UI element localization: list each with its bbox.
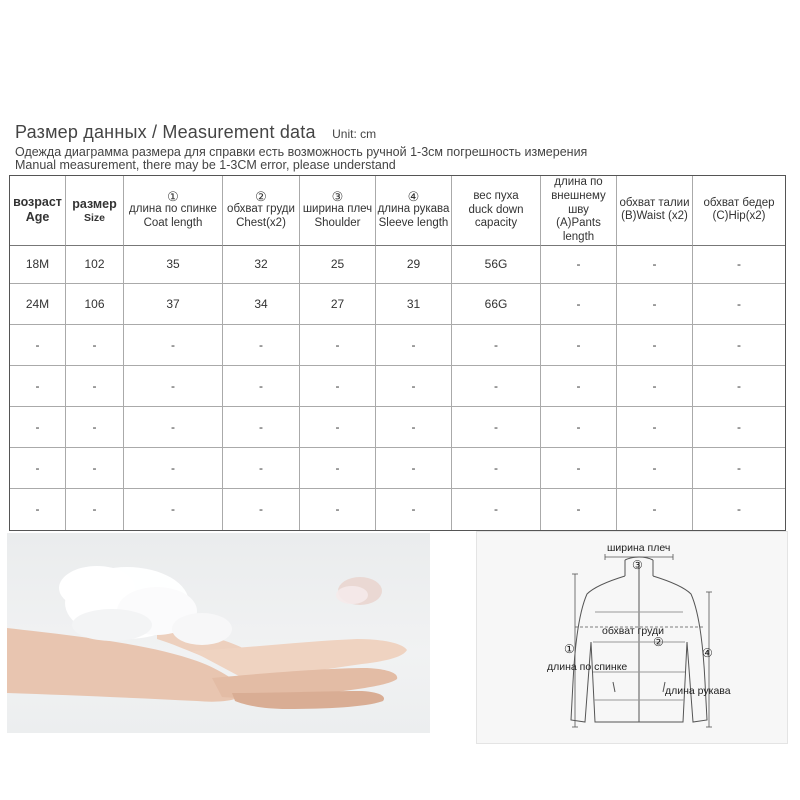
table-cell: -: [541, 325, 617, 366]
header-shoulder: ③ ширина плеч Shoulder: [300, 176, 376, 246]
header-size: размер Size: [66, 176, 124, 246]
table-cell: -: [66, 489, 124, 530]
header-waist: обхват талии (B)Waist (x2): [617, 176, 693, 246]
table-cell: -: [617, 407, 693, 448]
table-cell: -: [541, 366, 617, 407]
table-cell: -: [223, 489, 300, 530]
table-cell: -: [617, 448, 693, 489]
table-cell: -: [124, 366, 223, 407]
table-row: [10, 246, 785, 284]
table-cell: -: [300, 489, 376, 530]
table-cell: -: [66, 448, 124, 489]
table-cell: -: [10, 489, 66, 530]
table-cell: -: [66, 325, 124, 366]
shoulder-label: ширина плеч: [607, 542, 671, 554]
table-cell: -: [376, 407, 452, 448]
table-cell: -: [124, 325, 223, 366]
chart-title-row: [15, 122, 376, 143]
table-cell: -: [737, 502, 741, 517]
chest-number: ②: [653, 635, 664, 649]
table-row: [10, 448, 785, 489]
header-sleeve-length: ④ длина рукава Sleeve length: [376, 176, 452, 246]
table-cell: 56G: [452, 246, 541, 284]
table-cell: -: [693, 246, 785, 284]
header-down-capacity: вес пуха duck down capacity: [452, 176, 541, 246]
table-cell: -: [452, 489, 541, 530]
down-feathers-hands-photo: [7, 533, 430, 733]
table-cell: -: [617, 325, 693, 366]
length-number: ①: [564, 642, 575, 656]
table-cell: -: [124, 407, 223, 448]
table-cell: -: [541, 448, 617, 489]
table-cell: -: [223, 325, 300, 366]
note-english: Manual measurement, there may be 1-3CM error, please understand: [15, 158, 396, 172]
table-cell: 32: [223, 246, 300, 284]
table-cell: -: [300, 448, 376, 489]
table-cell: 102: [66, 246, 124, 284]
note-russian: Одежда диаграмма размера для справки есть возможность ручной 1-3см погрешность измерения: [15, 145, 588, 159]
header-pants-length: длина по внешнему шву (A)Pants length: [541, 176, 617, 246]
table-cell: -: [300, 366, 376, 407]
table-cell: -: [300, 407, 376, 448]
table-cell: 34: [223, 284, 300, 325]
table-cell: 25: [300, 246, 376, 284]
table-cell: -: [66, 407, 124, 448]
table-row: [10, 366, 785, 407]
header-hip: обхват бедер (C)Hip(x2): [693, 176, 785, 246]
page-title: Размер данных / Measurement data: [15, 122, 316, 142]
table-cell: -: [452, 325, 541, 366]
unit-label: Unit: cm: [332, 127, 377, 141]
table-cell: -: [124, 448, 223, 489]
table-cell: -: [617, 284, 693, 325]
table-cell: -: [10, 448, 66, 489]
table-cell: -: [376, 325, 452, 366]
table-cell: -: [693, 325, 785, 366]
chest-label: обхват груди: [602, 625, 664, 637]
table-cell: -: [693, 448, 785, 489]
table-cell: 24M: [10, 284, 66, 325]
table-cell: -: [376, 489, 452, 530]
table-cell: 31: [376, 284, 452, 325]
table-cell: -: [452, 407, 541, 448]
table-cell: -: [541, 246, 617, 284]
header-age: возраст Age: [10, 176, 66, 246]
shoulder-number: ③: [632, 558, 643, 572]
table-cell: -: [541, 284, 617, 325]
table-cell: -: [541, 489, 617, 530]
table-cell: -: [10, 407, 66, 448]
table-cell: -: [66, 366, 124, 407]
table-cell: 35: [124, 246, 223, 284]
table-cell: -: [10, 325, 66, 366]
header-coat-length: ① длина по спинке Coat length: [124, 176, 223, 246]
table-cell: -: [617, 246, 693, 284]
sleeve-number: ④: [702, 646, 713, 660]
table-cell: -: [617, 489, 693, 530]
table-cell: -: [300, 325, 376, 366]
header-chest: ② обхват груди Chest(x2): [223, 176, 300, 246]
table-row: [10, 325, 785, 366]
table-cell: 66G: [452, 284, 541, 325]
table-cell: -: [693, 407, 785, 448]
table-row: [10, 284, 785, 325]
table-cell: -: [223, 366, 300, 407]
table-cell: -: [693, 366, 785, 407]
table-cell: -: [617, 366, 693, 407]
table-cell: 18M: [10, 246, 66, 284]
table-cell: -: [452, 448, 541, 489]
table-cell: -: [452, 366, 541, 407]
table-cell: -: [376, 448, 452, 489]
size-table: [9, 175, 786, 531]
table-cell: 37: [124, 284, 223, 325]
table-cell: -: [223, 448, 300, 489]
table-cell: -: [124, 489, 223, 530]
length-label: длина по спинке: [547, 661, 628, 673]
table-row: [10, 407, 785, 448]
table-cell: 27: [300, 284, 376, 325]
table-cell: -: [376, 366, 452, 407]
sleeve-label: длина рукава: [665, 685, 731, 697]
hands-illustration: [7, 533, 430, 733]
table-cell: -: [223, 407, 300, 448]
table-row: [10, 489, 785, 530]
table-body: [10, 246, 785, 530]
table-cell: 29: [376, 246, 452, 284]
jacket-measurement-diagram: [476, 531, 788, 744]
table-cell: -: [541, 407, 617, 448]
table-header-row: [10, 176, 785, 246]
table-cell: -: [693, 284, 785, 325]
table-cell: 106: [66, 284, 124, 325]
table-cell: -: [10, 366, 66, 407]
